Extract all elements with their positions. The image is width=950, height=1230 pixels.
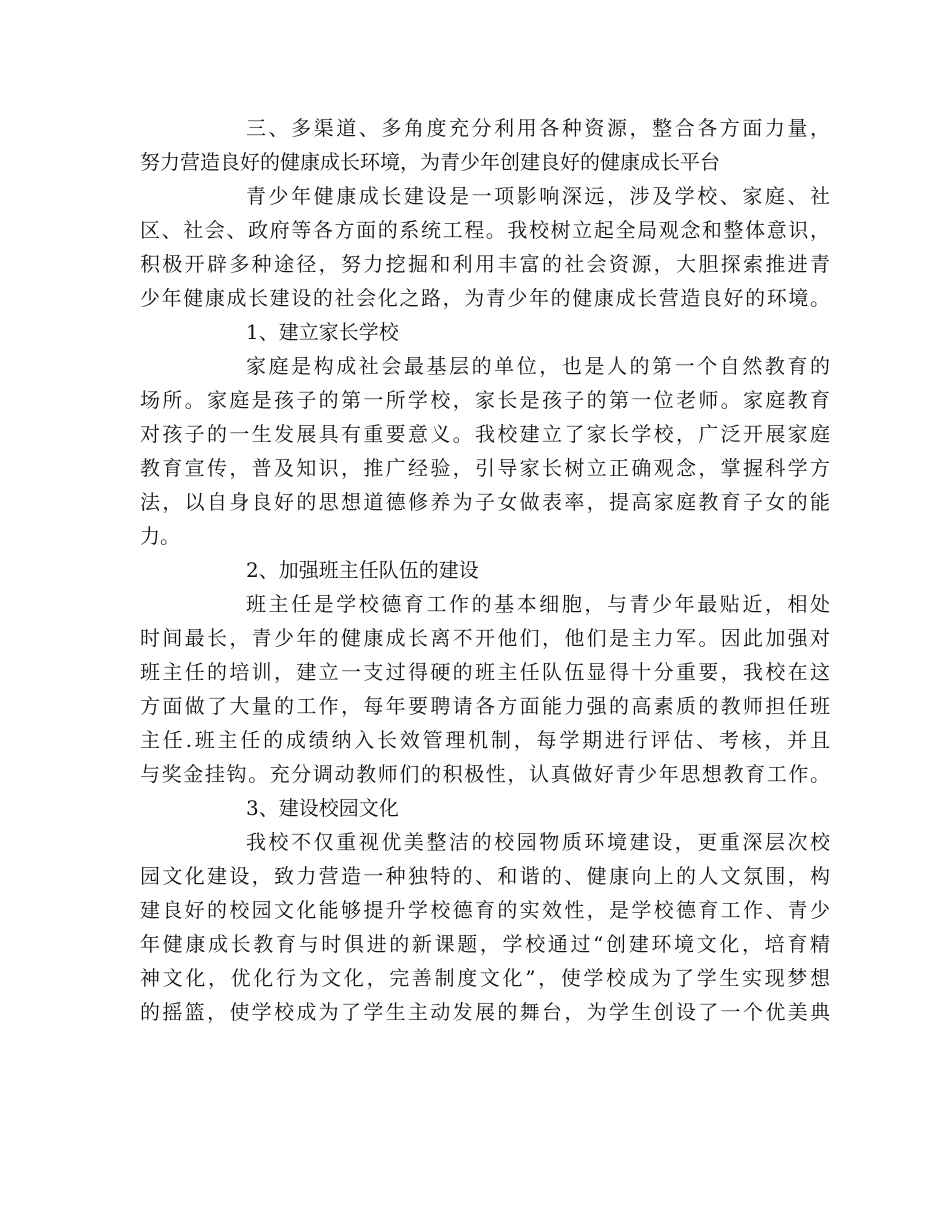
paragraph-line: 法，以自身良好的思想道德修养为子女做表率，提高家庭教育子女的能 xyxy=(140,490,830,514)
paragraph-line: 年健康成长教育与时俱进的新课题，学校通过“创建环境文化，培育精 xyxy=(140,932,830,956)
paragraph-line: 家庭是构成社会最基层的单位，也是人的第一个自然教育的 xyxy=(246,354,830,378)
paragraph-line: 的摇篮，使学校成为了学生主动发展的舞台，为学生创设了一个优美典 xyxy=(140,1000,830,1024)
section-heading xyxy=(140,111,830,179)
paragraph-line: 建良好的校园文化能够提升学校德育的实效性，是学校德育工作、青少 xyxy=(140,898,830,922)
paragraph-line: 神文化，优化行为文化，完善制度文化”，使学校成为了学生实现梦想 xyxy=(140,966,830,990)
paragraph-line: 时间最长，青少年的健康成长离不开他们，他们是主力军。因此加强对 xyxy=(140,626,830,650)
section-title-3: 3、建设校园文化 xyxy=(246,796,399,820)
paragraph-line: 班主任是学校德育工作的基本细胞，与青少年最贴近，相处 xyxy=(246,592,830,616)
paragraph-line: 青少年健康成长建设是一项影响深远，涉及学校、家庭、社 xyxy=(246,184,830,208)
section-2-paragraph xyxy=(140,587,830,791)
section-title-2: 2、加强班主任队伍的建设 xyxy=(246,558,479,582)
paragraph-line: 园文化建设，致力营造一种独特的、和谐的、健康向上的人文氛围，构 xyxy=(140,864,830,888)
paragraph-line: 少年健康成长建设的社会化之路，为青少年的健康成长营造良好的环境。 xyxy=(140,286,830,310)
heading-line: 三、多渠道、多角度充分利用各种资源，整合各方面力量， xyxy=(246,116,830,140)
paragraph-line: 对孩子的一生发展具有重要意义。我校建立了家长学校，广泛开展家庭 xyxy=(140,422,830,446)
paragraph-line: 区、社会、政府等各方面的系统工程。我校树立起全局观念和整体意识， xyxy=(140,218,830,242)
paragraph-line: 主任.班主任的成绩纳入长效管理机制，每学期进行评估、考核，并且 xyxy=(140,728,830,752)
section-title-1: 1、建立家长学校 xyxy=(246,320,399,344)
paragraph-line: 场所。家庭是孩子的第一所学校，家长是孩子的第一位老师。家庭教育 xyxy=(140,388,830,412)
section-1-paragraph xyxy=(140,349,830,553)
paragraph-line: 我校不仅重视优美整洁的校园物质环境建设，更重深层次校 xyxy=(246,830,830,854)
paragraph-line: 教育宣传，普及知识，推广经验，引导家长树立正确观念，掌握科学方 xyxy=(140,456,830,480)
paragraph-line: 力。 xyxy=(140,524,180,548)
paragraph-line: 积极开辟多种途径，努力挖掘和利用丰富的社会资源，大胆探索推进青 xyxy=(140,252,830,276)
paragraph-line: 与奖金挂钩。充分调动教师们的积极性，认真做好青少年思想教育工作。 xyxy=(140,762,830,786)
document-body xyxy=(140,111,830,1029)
section-3-paragraph xyxy=(140,825,830,1029)
paragraph-line: 方面做了大量的工作，每年要聘请各方面能力强的高素质的教师担任班 xyxy=(140,694,830,718)
heading-line: 努力营造良好的健康成长环境，为青少年创建良好的健康成长平台 xyxy=(140,150,720,174)
paragraph-line: 班主任的培训，建立一支过得硬的班主任队伍显得十分重要，我校在这 xyxy=(140,660,830,684)
intro-paragraph xyxy=(140,179,830,315)
